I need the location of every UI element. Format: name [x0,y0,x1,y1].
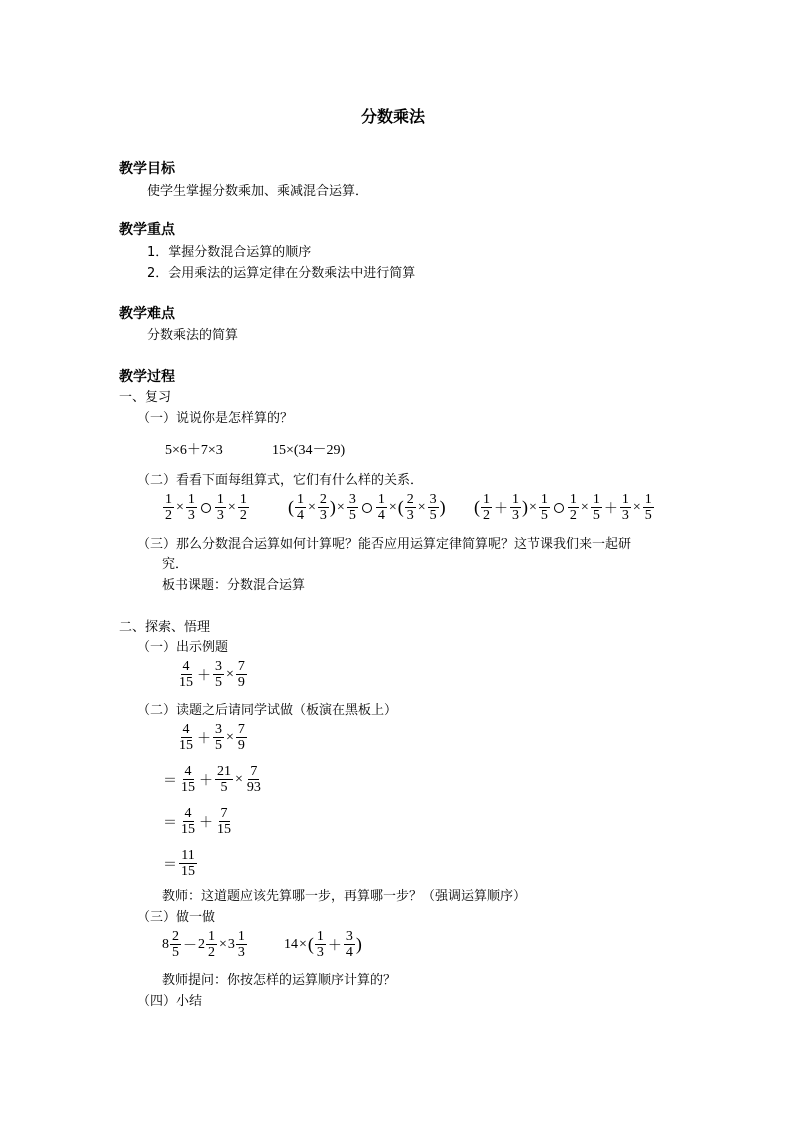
solution-step-3: ＝ $\frac{4}{15}$ ＋ $\frac{7}{15}$ [163,806,231,837]
difficulty-text: 分数乘法的简算 [147,328,239,343]
compare-group-2: ( $\frac{1}{4}$ × $\frac{2}{3}$ ) × $\frac{3}{5}$ $\frac{1}{4}$ × ( $\frac{2}{3}$ × $\frac{3}{5}$ ) [288,492,446,523]
review-expression-b: 15×(34－29) [272,443,346,458]
teacher-question-1: 教师：这道题应该先算哪一步，再算哪一步？（强调运算顺序） [162,889,527,904]
subsection-1-3: （三）那么分数混合运算如何计算呢？能否应用运算定律简算呢？这节课我们来一起研 [137,537,632,552]
fraction: $\frac{21}{5}$ [217,764,231,795]
key-item-1: 1．掌握分数混合运算的顺序 [147,245,312,260]
review-expression-a: 5×6＋7×3 [165,443,223,458]
fraction: $\frac{1}{2}$ [165,492,172,523]
fraction: $\frac{1}{2}$ [208,929,215,960]
fraction: $\frac{1}{3}$ [512,492,519,523]
example-expression: $\frac{4}{15}$ ＋ $\frac{3}{5}$ × $\frac{7}{9}$ [179,659,245,690]
fraction: $\frac{3}{5}$ [429,492,437,523]
subsection-1-3-cont: 究． [162,557,189,572]
key-item-2: 2．会用乘法的运算定律在分数乘法中进行简算 [147,266,416,281]
subsection-2-2: （二）读题之后请同学试做（板演在黑板上） [137,703,398,718]
fraction: $\frac{1}{2}$ [239,492,247,523]
fraction: $\frac{3}{4}$ [345,929,353,960]
subsection-2-4: （四）小结 [137,994,203,1009]
compare-group-1: $\frac{1}{2}$ × $\frac{1}{3}$ $\frac{1}{3}$ × $\frac{1}{2}$ [165,492,247,523]
subsection-2-1: （一）出示例题 [137,640,229,655]
fraction: $\frac{11}{15}$ [181,848,195,879]
fraction: $\frac{4}{15}$ [181,764,195,795]
fraction: $\frac{3}{5}$ [215,659,222,690]
solution-step-2: ＝ $\frac{4}{15}$ ＋ $\frac{21}{5}$ × $\frac{7}{93}$ [163,764,261,795]
fraction: $\frac{4}{15}$ [179,722,193,753]
compare-circle-icon [554,503,564,513]
fraction: $\frac{1}{2}$ [569,492,577,523]
section-review: 一、复习 [119,390,172,405]
fraction: $\frac{1}{3}$ [237,929,245,960]
fraction: $\frac{7}{9}$ [237,722,245,753]
difficulty-heading: 教学难点 [119,306,175,322]
teacher-question-2: 教师提问：你按怎样的运算顺序计算的？ [162,973,397,988]
fraction: $\frac{2}{3}$ [319,492,327,523]
subsection-1-2: （二）看看下面每组算式，它们有什么样的关系． [137,473,424,488]
fraction: $\frac{2}{5}$ [172,929,179,960]
fraction: $\frac{1}{3}$ [216,492,224,523]
page-title: 分数乘法 [361,107,426,126]
practice-expression-a: 8 $\frac{2}{5}$ － 2 $\frac{1}{2}$ × 3 $\frac{1}{3}$ [162,929,245,960]
compare-circle-icon [201,503,211,513]
subsection-2-3: （三）做一做 [137,910,216,925]
fraction: $\frac{3}{5}$ [348,492,356,523]
solution-result: ＝ $\frac{11}{15}$ [163,848,195,879]
fraction: $\frac{1}{5}$ [644,492,652,523]
practice-expression-b: 14 × ( $\frac{1}{3}$ ＋ $\frac{3}{4}$ ) [284,929,362,960]
fraction: $\frac{7}{93}$ [246,764,261,795]
fraction: $\frac{1}{3}$ [621,492,629,523]
fraction: $\frac{3}{5}$ [215,722,222,753]
solution-step-1: $\frac{4}{15}$ ＋ $\frac{3}{5}$ × $\frac{7}{9}$ [179,722,245,753]
fraction: $\frac{7}{9}$ [237,659,245,690]
fraction: $\frac{1}{3}$ [187,492,195,523]
fraction: $\frac{4}{15}$ [179,659,193,690]
fraction: $\frac{1}{2}$ [483,492,490,523]
process-heading: 教学过程 [119,369,175,385]
section-explore: 二、探索、悟理 [119,620,211,635]
compare-circle-icon [362,503,372,513]
fraction: $\frac{1}{4}$ [377,492,385,523]
subsection-1-1: （一）说说你是怎样算的？ [137,411,294,426]
fraction: $\frac{2}{3}$ [406,492,414,523]
goal-heading: 教学目标 [119,161,175,177]
key-heading: 教学重点 [119,222,175,238]
fraction: $\frac{4}{15}$ [181,806,195,837]
fraction: $\frac{1}{3}$ [316,929,324,960]
board-title: 板书课题：分数混合运算 [162,578,306,593]
compare-group-3: ( $\frac{1}{2}$ ＋ $\frac{1}{3}$ ) × $\frac{1}{5}$ $\frac{1}{2}$ × $\frac{1}{5}$ ＋ $\frac{1}{3}$ × $\frac{1}{5}$ [474,492,652,523]
fraction: $\frac{1}{5}$ [592,492,600,523]
fraction: $\frac{1}{4}$ [297,492,304,523]
fraction: $\frac{7}{15}$ [217,806,231,837]
goal-text: 使学生掌握分数乘加、乘减混合运算． [147,184,369,199]
fraction: $\frac{1}{5}$ [540,492,548,523]
